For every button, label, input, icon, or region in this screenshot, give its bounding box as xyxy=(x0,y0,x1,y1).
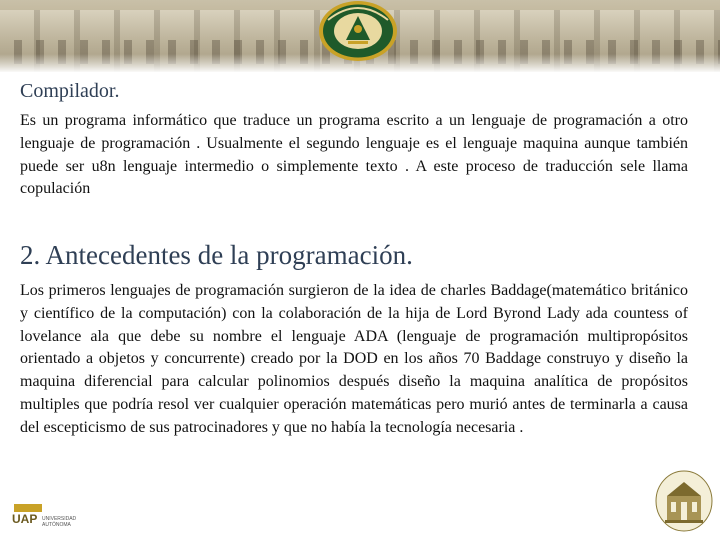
section-heading: Compilador. xyxy=(20,80,120,102)
footer-logo-text: UAP xyxy=(12,512,38,526)
header-banner xyxy=(0,0,720,72)
main-paragraph: Los primeros lenguajes de programación surgieron de la idea de charles Baddage(matemático británico y científico de la computación) con la colaboración de la hija de Lord Byrond Lady ada countess of lovelance ala que debe su nombre el lenguaje ADA (lenguaje de programación multipropósitos orientado a objetos y concurrente) creado por la DOD en los años 70 Baddage construyo y diseño la maquina diferencial para calcular polinomios después diseño la maquina analítica de propósitos multiples que podría resol ver cualquier operación matemáticas pero murió antes de terminarla a causa del escepticismo de sus patrocinadores y que no había la tecnología necesaria . xyxy=(20,282,688,436)
logo-mark-icon xyxy=(14,504,42,512)
building-emblem-icon xyxy=(655,470,713,532)
university-seal-icon xyxy=(318,0,398,62)
main-heading: 2. Antecedentes de la programación. xyxy=(20,240,413,270)
section-paragraph: Es un programa informático que traduce un programa escrito a un lenguaje de programación a otro lenguaje de programación . Usualmente el segundo lenguaje es el lenguaje maquina aunque también puede ser u8n lenguaje intermedio o simplemente texto . A este proceso de traducción sele llama copulación xyxy=(20,112,688,198)
footer-logo-subtext: UNIVERSIDAD AUTÓNOMA xyxy=(42,516,77,528)
uap-footer-logo xyxy=(12,502,92,534)
